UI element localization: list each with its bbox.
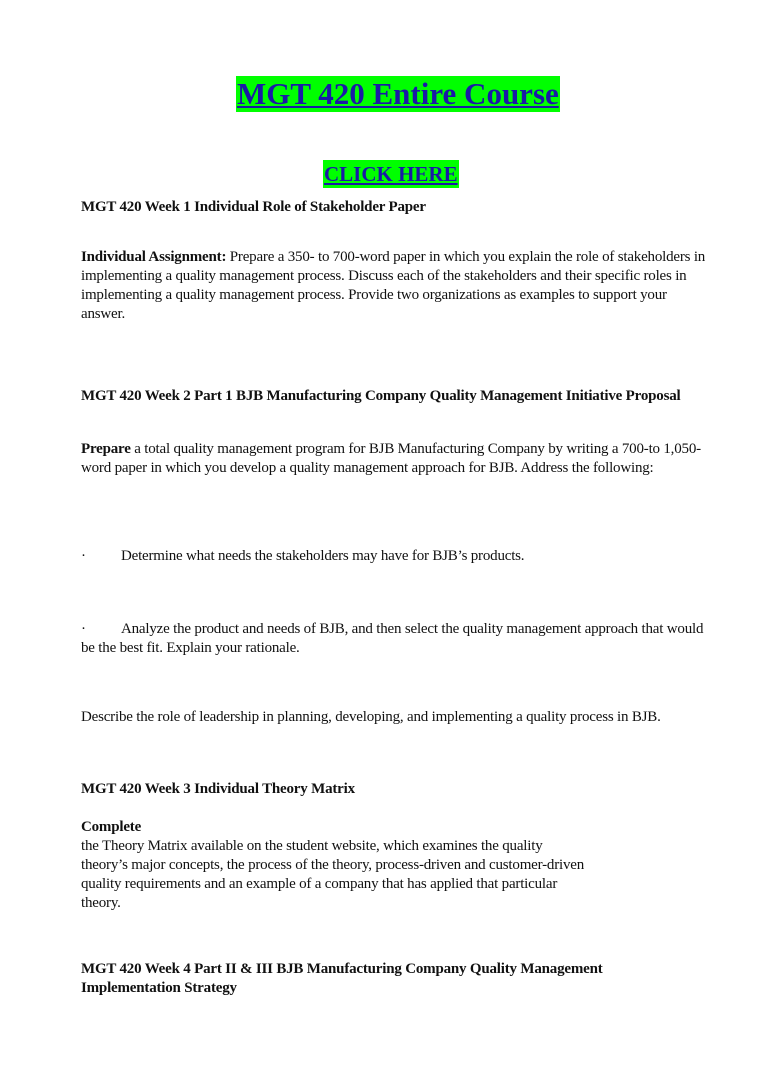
week3-lead: Complete <box>81 819 142 835</box>
week1-heading: MGT 420 Week 1 Individual Role of Stakeholder Paper <box>81 199 426 215</box>
week2-paragraph <box>81 440 713 478</box>
bullet-text: Determine what needs the stakeholders may have for BJB’s products. <box>121 548 525 564</box>
bullet-marker: · <box>81 621 86 637</box>
week2-bullet-2 <box>81 620 713 658</box>
bullet-marker: · <box>81 548 86 564</box>
week2-body: a total quality management program for BJB Manufacturing Company by writing a 700-to 1,050-word paper in which you develop a quality management approach for BJB. Address the following: <box>81 441 701 476</box>
week2-heading: MGT 420 Week 2 Part 1 BJB Manufacturing Company Quality Management Initiative Proposal <box>81 388 681 404</box>
entire-course-link[interactable]: MGT 420 Entire Course <box>237 76 559 111</box>
week3-heading: MGT 420 Week 3 Individual Theory Matrix <box>81 781 355 797</box>
week2-bullet-1 <box>81 547 721 566</box>
week2-closing: Describe the role of leadership in planning, developing, and implementing a quality process in BJB. <box>81 709 661 725</box>
week1-body: Prepare a 350- to 700-word paper in which you explain the role of stakeholders in implementing a quality management process. Discuss each of the stakeholders and their specific roles in implementing a quality management process. Provide two organizations as examples to support your answer. <box>81 249 706 322</box>
bullet-text: Analyze the product and needs of BJB, and then select the quality management approach that would be the best fit. Explain your rationale. <box>81 621 704 656</box>
week1-lead: Individual Assignment: <box>81 249 227 265</box>
week4-heading: MGT 420 Week 4 Part II & III BJB Manufacturing Company Quality Management Implementation Strategy <box>81 961 603 996</box>
click-here-link[interactable]: CLICK HERE <box>324 162 458 186</box>
week2-lead: Prepare <box>81 441 131 457</box>
week3-body: the Theory Matrix available on the student website, which examines the quality theory’s major concepts, the process of the theory, process-driven and customer-driven quality requirements and an example of a company that has applied that particular theory. <box>81 838 585 911</box>
week1-paragraph <box>81 248 706 324</box>
